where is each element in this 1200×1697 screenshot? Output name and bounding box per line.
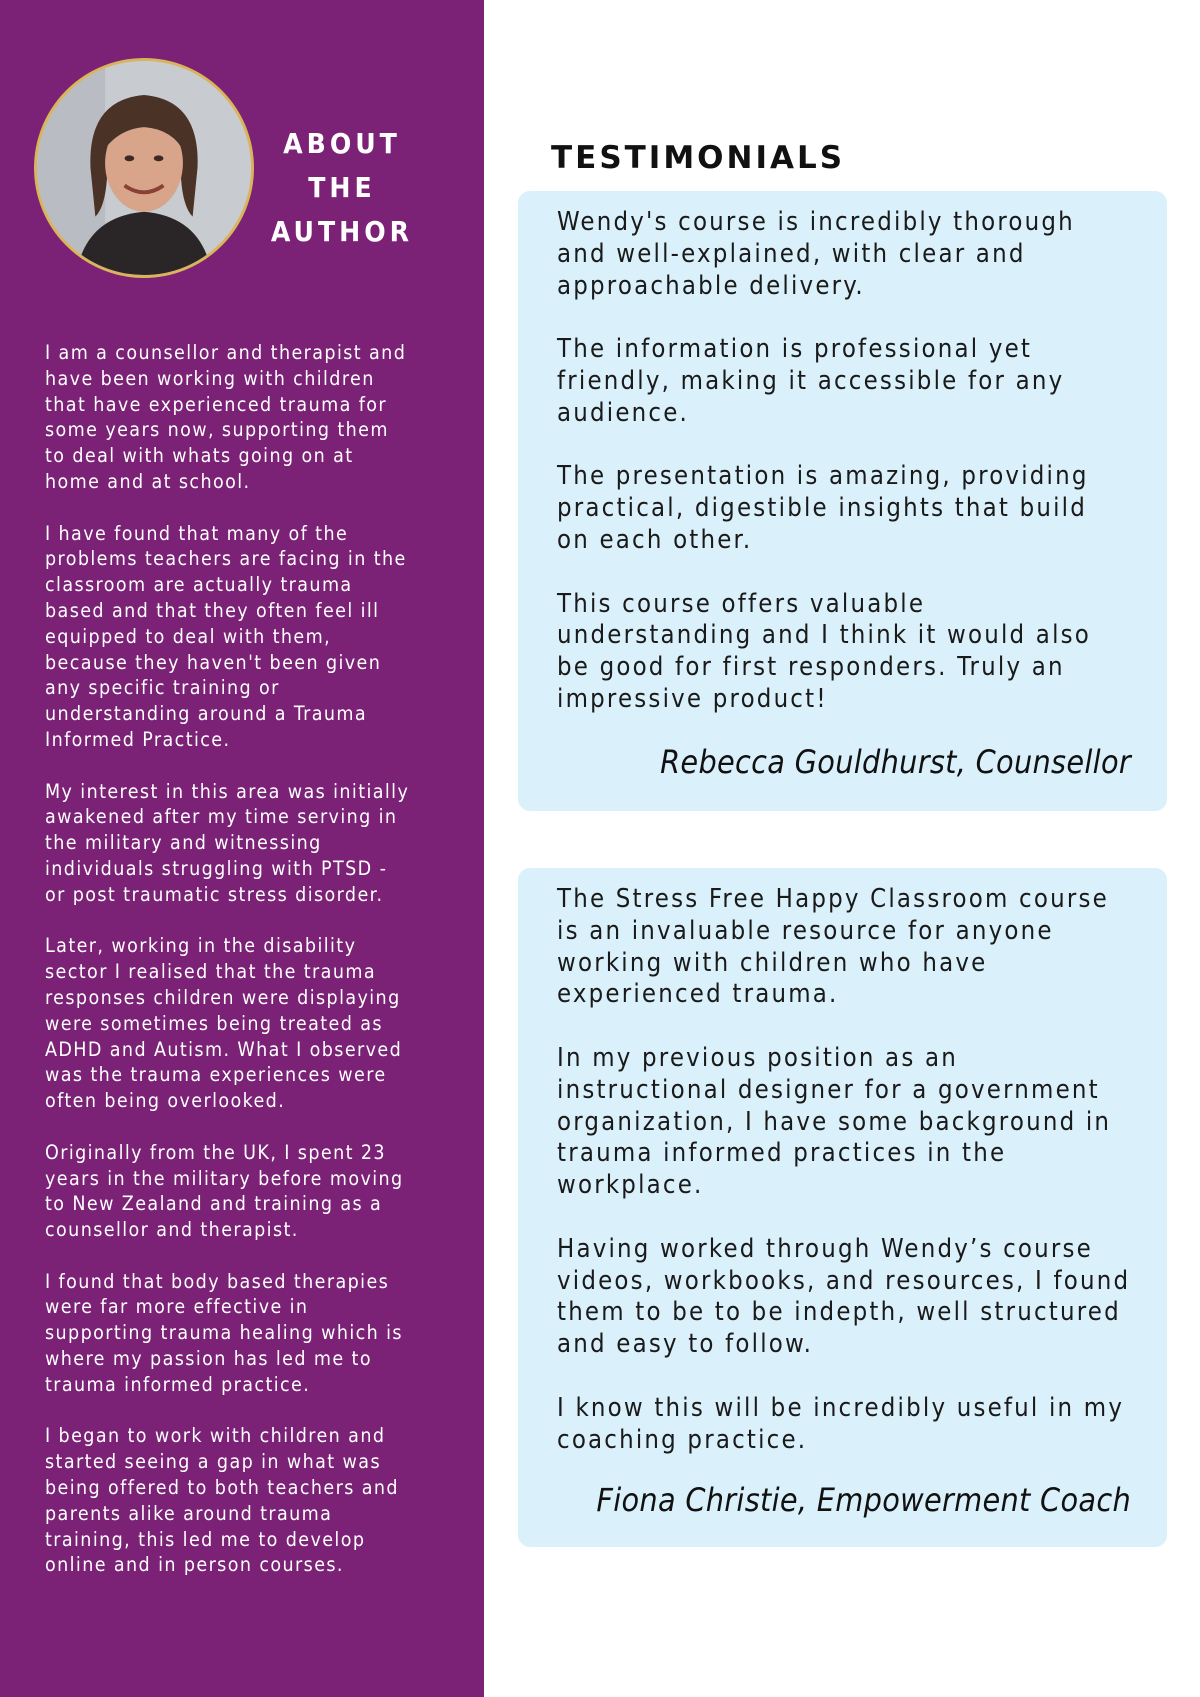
- testimonial-body: [557, 884, 1157, 1488]
- testimonial-paragraph: Having worked through Wendy’s course videos, workbooks, and resources, I found them to be to be indepth, well structured and easy to follow.: [557, 1233, 1131, 1360]
- testimonial-body: [557, 207, 1157, 748]
- bio-paragraph: My interest in this area was initially awakened after my time serving in the military and witnessing individuals struggling with PTSD - or post traumatic stress disorder.: [45, 779, 410, 906]
- testimonial-paragraph: I know this will be incredibly useful in my coaching practice.: [557, 1392, 1125, 1455]
- about-heading-line2: THE AUTHOR: [270, 171, 414, 248]
- testimonial-paragraph: The presentation is amazing, providing practical, digestible insights that build on each other.: [557, 461, 1089, 555]
- testimonial-paragraph: The Stress Free Happy Classroom course is an invaluable resource for anyone working with children who have experienced trauma.: [557, 884, 1109, 1010]
- testimonial-paragraph: This course offers valuable understanding and I think it would also be good for first responders. Truly an impressive product!: [557, 588, 1092, 714]
- author-portrait-image: [37, 61, 251, 275]
- author-bio: [45, 340, 475, 1604]
- about-author-sidebar: [0, 0, 484, 1697]
- about-heading-line1: ABOUT: [283, 127, 401, 160]
- testimonials-title: TESTIMONIALS: [551, 140, 846, 176]
- testimonial-card: [518, 191, 1167, 811]
- bio-paragraph: I began to work with children and started seeing a gap in what was being offered to both teachers and parents alike around trauma training, this led me to develop online and in person courses.: [45, 1424, 399, 1577]
- author-photo: [34, 58, 254, 278]
- testimonial-paragraph: The information is professional yet friendly, making it accessible for any audience.: [557, 334, 1065, 428]
- bio-paragraph: Originally from the UK, I spent 23 years in the military before moving to New Zealand and training as a counsellor and therapist.: [45, 1140, 404, 1242]
- testimonial-paragraph: In my previous position as an instructional designer for a government organization, I have some background in trauma informed practices in the workplace.: [557, 1042, 1112, 1201]
- bio-paragraph: I have found that many of the problems teachers are facing in the classroom are actually trauma based and that they often feel ill equipped to deal with them, because they haven't been given any specific training or understanding around a Trauma Informed Practice.: [45, 521, 407, 751]
- bio-paragraph: I am a counsellor and therapist and have been working with children that have experienced trauma for some years now, supporting them to deal with whats going on at home and at school.: [45, 341, 407, 493]
- bio-paragraph: Later, working in the disability sector I realised that the trauma responses children were displaying were sometimes being treated as ADHD and Autism. What I observed was the trauma experiences were often being overlooked.: [45, 934, 403, 1113]
- testimonial-card: [518, 868, 1167, 1547]
- testimonial-author: Fiona Christie, Empowerment Coach: [596, 1481, 1131, 1519]
- about-heading: [262, 122, 422, 254]
- bio-paragraph: I found that body based therapies were far more effective in supporting trauma healing which is where my passion has led me to trauma informed practice.: [45, 1269, 403, 1396]
- testimonial-paragraph: Wendy's course is incredibly thorough and well-explained, with clear and approachable delivery.: [557, 207, 1075, 301]
- testimonial-author: Rebecca Gouldhurst, Counsellor: [660, 743, 1131, 781]
